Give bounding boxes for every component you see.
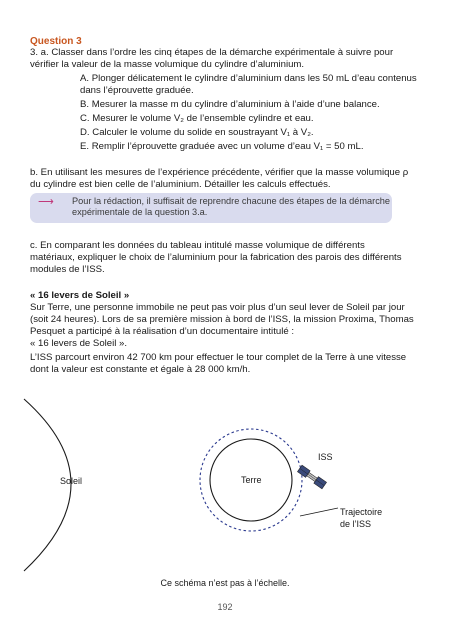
section-title: « 16 levers de Soleil »: [30, 290, 130, 301]
trajectory-pointer: [300, 508, 338, 516]
question-a-line2: vérifier la valeur de la masse volumique du cylindre d’aluminium.: [30, 59, 305, 70]
step-a-line1: A. Plonger délicatement le cylindre d’aluminium dans les 50 mL d’eau contenus: [80, 73, 417, 84]
question-c-line2: matériaux, expliquer le choix de l’aluminium pour la fabrication des parois des différents: [30, 252, 402, 263]
section-p2: (soit 24 heures). Lors de sa première mission à bord de l’ISS, la mission Proxima, Thomas: [30, 314, 414, 325]
question-b-line2: du cylindre est bien celle de l’aluminium. Détailler les calculs effectués.: [30, 179, 331, 190]
label-iss: ISS: [318, 452, 333, 462]
label-terre: Terre: [241, 475, 262, 485]
question-b-line1: b. En utilisant les mesures de l’expérience précédente, vérifier que la masse volumique ρ: [30, 167, 409, 178]
section-p3: Pesquet a participé à la réalisation d’un documentaire intitulé :: [30, 326, 294, 337]
note-text-line1: Pour la rédaction, il suffisait de reprendre chacune des étapes de la démarche: [72, 196, 391, 206]
correction-note: [30, 193, 392, 223]
label-trajectoire-line2: de l’ISS: [340, 519, 372, 529]
arrow-icon: ⟶: [38, 196, 54, 208]
step-b: B. Mesurer la masse m du cylindre d’aluminium à l’aide d’une balance.: [80, 99, 380, 110]
label-trajectoire-line1: Trajectoire: [340, 507, 383, 517]
question-title: Question 3: [30, 36, 82, 47]
question-c-line3: modules de l’ISS.: [30, 264, 105, 275]
step-e: E. Remplir l’éprouvette graduée avec un volume d’eau V₁ = 50 mL.: [80, 141, 364, 152]
question-c-line1: c. En comparant les données du tableau intitulé masse volumique de différents: [30, 240, 365, 251]
question-a-line1: 3. a. Classer dans l’ordre les cinq étapes de la démarche expérimentale à suivre pour: [30, 47, 394, 58]
label-soleil: Soleil: [60, 476, 83, 486]
orbit-diagram: [0, 395, 450, 575]
section-p6: dont la valeur est constante et égale à 28 000 km/h.: [30, 364, 251, 375]
section-p4: « 16 levers de Soleil ».: [30, 338, 128, 349]
step-a-line2: dans l’éprouvette graduée.: [80, 85, 194, 96]
diagram-caption: Ce schéma n’est pas à l’échelle.: [160, 578, 290, 588]
section-p1: Sur Terre, une personne immobile ne peut pas voir plus d’un seul lever de Soleil par jour: [30, 302, 405, 313]
page-number: 192: [217, 602, 233, 612]
note-text-line2: expérimentale de la question 3.a.: [72, 207, 208, 217]
step-d: D. Calculer le volume du solide en soustrayant V₁ à V₂.: [80, 127, 314, 138]
section-p5: L’ISS parcourt environ 42 700 km pour effectuer le tour complet de la Terre à une vitesse: [30, 352, 407, 363]
step-c: C. Mesurer le volume V₂ de l’ensemble cylindre et eau.: [80, 113, 314, 124]
